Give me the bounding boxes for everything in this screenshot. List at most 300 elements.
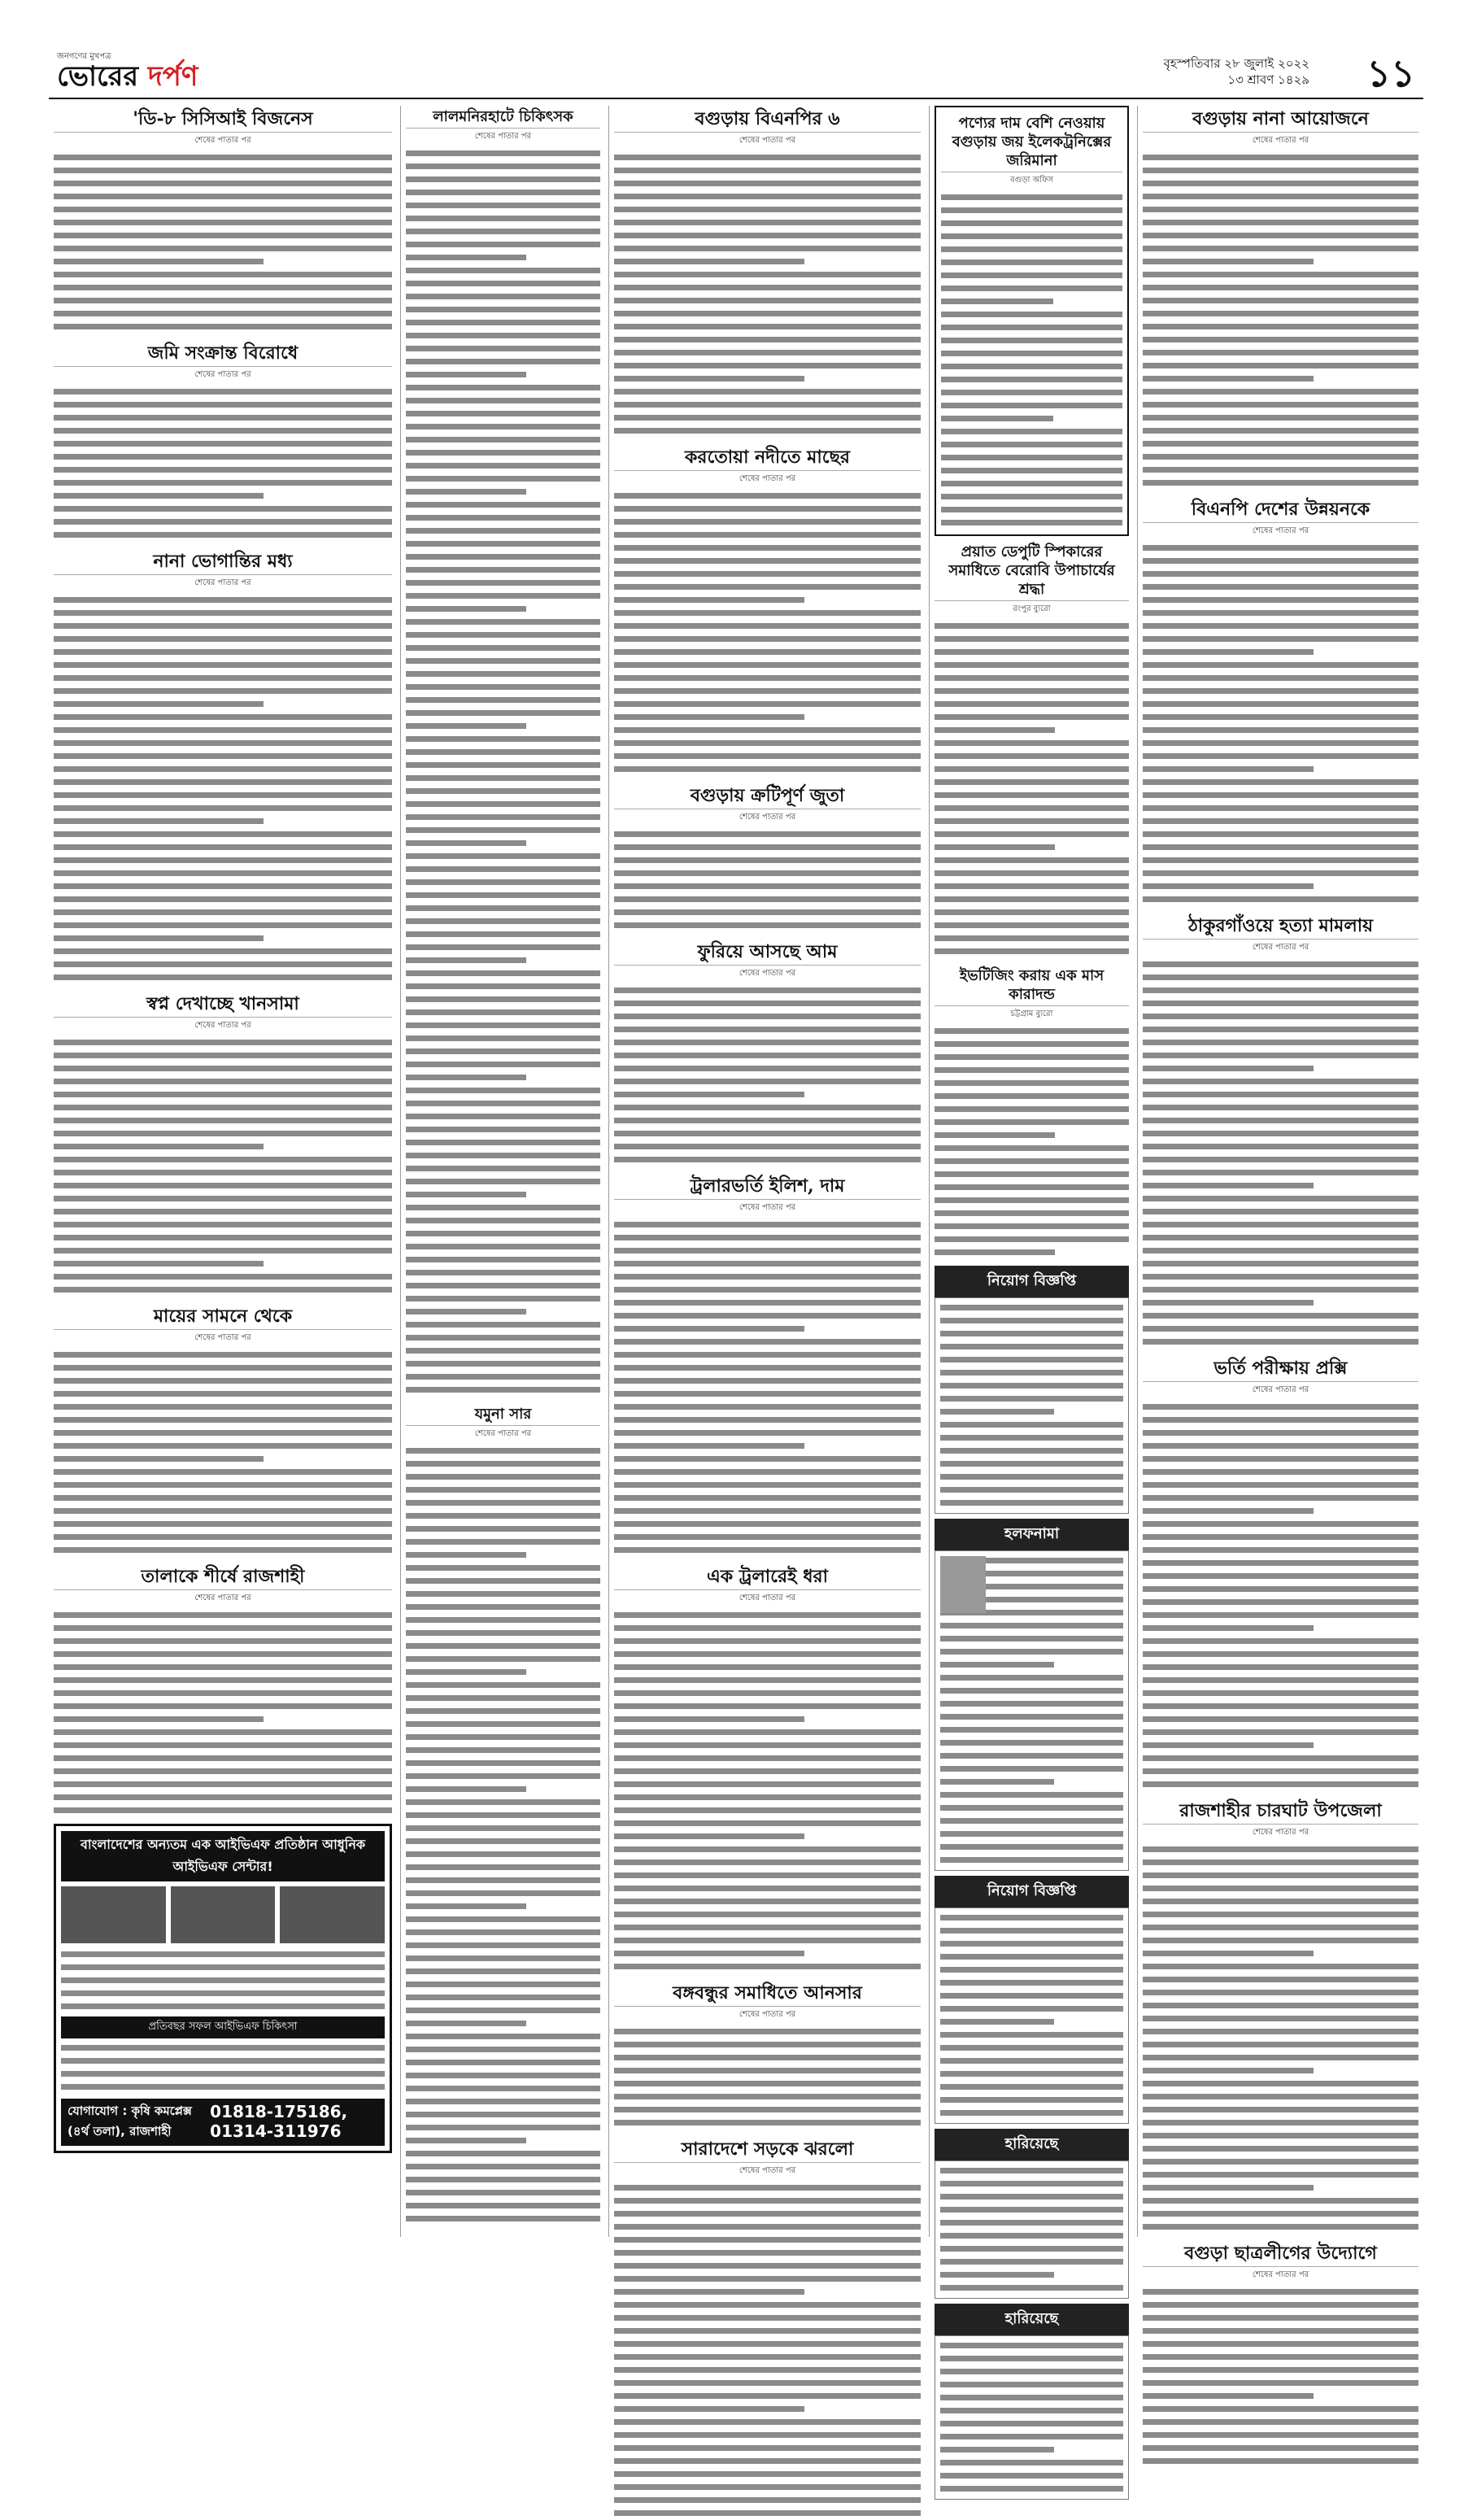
text-line (54, 464, 392, 477)
text-line (54, 880, 392, 893)
text-line (406, 1497, 600, 1510)
text-line (1143, 737, 1418, 750)
article-kicker: শেষের পাতার পর (1252, 943, 1309, 952)
text-line (406, 381, 600, 395)
article-headline: ভর্তি পরীক্ষায় প্রক্সি (1143, 1355, 1418, 1382)
article-kicker: শেষের পাতার পর (474, 1429, 532, 1438)
text-line (614, 893, 921, 906)
text-line (1143, 464, 1418, 477)
text-line (935, 1142, 1129, 1155)
text-line (54, 1531, 392, 1544)
article-kicker: শেষের পাতার পর (1252, 2270, 1309, 2279)
text-line (614, 2429, 921, 2442)
article-headline: বগুড়ায় ক্রটিপূর্ণ জুতা (614, 783, 921, 809)
text-line (406, 1887, 600, 1900)
article-kicker: শেষের পাতার পর (1252, 136, 1309, 145)
article-kicker: শেষের পাতার পর (474, 132, 532, 141)
text-line (614, 685, 921, 698)
text-line (54, 958, 392, 971)
text-line (54, 802, 392, 815)
text-line (935, 893, 1129, 906)
text-line (1143, 1153, 1418, 1166)
text-line (940, 1815, 1123, 1828)
text-line (614, 1453, 921, 1466)
text-line (1143, 1101, 1418, 1114)
text-line (54, 1049, 392, 1062)
text-line (54, 1140, 264, 1153)
text-line (940, 1393, 1123, 1406)
text-line (406, 290, 600, 303)
article-body (614, 2025, 921, 2130)
text-line (406, 1280, 600, 1293)
text-line (406, 1692, 600, 1705)
text-line (1143, 1856, 1418, 1869)
text-line (54, 516, 392, 529)
text-line (54, 1544, 392, 1557)
text-line (614, 1544, 921, 1557)
text-line (935, 776, 1129, 789)
text-line (1143, 711, 1418, 724)
page-columns (49, 106, 1423, 2327)
text-line (614, 2299, 921, 2312)
text-line (1143, 242, 1418, 255)
text-line (614, 1440, 804, 1453)
text-line (1143, 2312, 1418, 2325)
text-line (1143, 1414, 1418, 1427)
text-line (406, 1952, 600, 1965)
masthead (49, 50, 1423, 99)
text-line (935, 1077, 1129, 1090)
text-line (54, 1479, 392, 1492)
text-line (406, 1770, 600, 1783)
text-line (614, 151, 921, 164)
text-line (1143, 1010, 1418, 1023)
text-line (1143, 1219, 1418, 1232)
text-line (1143, 1206, 1418, 1219)
text-line (406, 1991, 600, 2004)
text-line (54, 698, 264, 711)
text-line (1143, 281, 1418, 294)
text-line (54, 1375, 392, 1388)
text-line (1143, 425, 1418, 438)
text-line (614, 2494, 921, 2507)
text-line (940, 1633, 1123, 1646)
text-line (1143, 1739, 1314, 1752)
article-headline: 'ডি-৮ সিসিআই বিজনেস (54, 106, 392, 133)
text-line (1143, 1323, 1418, 1336)
text-line (54, 281, 392, 294)
text-line (406, 1045, 600, 1058)
article-body (54, 594, 392, 984)
text-line (935, 1025, 1129, 1038)
article-headline: জমি সংক্রান্ত বিরোধে (54, 340, 392, 367)
text-line (941, 451, 1122, 464)
text-line (1143, 164, 1418, 177)
text-line (406, 512, 600, 525)
text-line (1143, 412, 1418, 425)
text-line (406, 629, 600, 642)
text-line (54, 1726, 392, 1739)
article-body (935, 620, 1129, 958)
text-line (406, 837, 526, 850)
article-kicker: শেষের পাতার পর (1252, 1828, 1309, 1837)
notice-body (935, 1550, 1129, 1871)
text-line (54, 841, 392, 854)
text-line (940, 1484, 1123, 1497)
text-line (406, 863, 600, 876)
text-line (1143, 2025, 1418, 2038)
text-line (406, 1293, 600, 1306)
ad-header: বাংলাদেশের অন্যতম এক আইভিএফ প্রতিষ্ঠান আধুনিক আইভিএফ সেন্টার! (61, 1831, 385, 1881)
text-line (406, 160, 600, 173)
text-line (614, 2390, 921, 2403)
text-line (1143, 1570, 1418, 1583)
text-line (1143, 255, 1314, 268)
text-line (406, 1939, 600, 1952)
article (614, 783, 921, 932)
text-line (1143, 1297, 1314, 1310)
text-line (406, 2108, 600, 2121)
text-line (1143, 1869, 1418, 1882)
text-line (614, 503, 921, 516)
text-line (935, 1051, 1129, 1064)
text-line (61, 2081, 385, 2094)
text-line (406, 1510, 600, 1523)
text-line (614, 659, 921, 672)
text-line (1143, 1492, 1418, 1505)
text-line (935, 1129, 1055, 1142)
text-line (940, 2378, 1123, 2391)
text-line (61, 2000, 385, 2013)
text-line (935, 1168, 1129, 1181)
ad-highlight: প্রতিবছর সফল আইভিএফ চিকিৎসা (61, 2016, 385, 2038)
text-line (1143, 1088, 1418, 1101)
text-line (614, 1271, 921, 1284)
text-line (406, 329, 600, 342)
text-line (614, 1739, 921, 1752)
text-line (406, 902, 600, 915)
text-line (935, 1194, 1129, 1207)
text-line (614, 203, 921, 216)
text-line (940, 2256, 1123, 2269)
text-line (406, 824, 600, 837)
text-line (940, 1841, 1123, 1854)
text-line (614, 919, 921, 932)
text-line (614, 542, 921, 555)
text-line (941, 399, 1122, 412)
text-line (1143, 1427, 1418, 1440)
text-line (54, 307, 392, 320)
text-line (1143, 1127, 1418, 1140)
text-line (935, 932, 1129, 945)
article (614, 939, 921, 1166)
text-line (1143, 320, 1418, 334)
text-line (1143, 203, 1418, 216)
article-kicker: শেষের পাতার পর (739, 1594, 796, 1602)
text-line (406, 1679, 600, 1692)
date-gregorian: বৃহস্পতিবার ২৮ জুলাই ২০২২ (1163, 56, 1309, 71)
article-kicker: শেষের পাতার পর (194, 1021, 251, 1030)
text-line (1143, 1583, 1418, 1596)
text-line (406, 147, 600, 160)
text-line (1143, 1401, 1418, 1414)
text-line (406, 1796, 600, 1809)
text-line (54, 151, 392, 164)
text-line (614, 1934, 921, 1947)
text-line (54, 1284, 392, 1297)
text-line (941, 425, 1122, 438)
text-line (614, 1036, 921, 1049)
article-kicker: শেষের পাতার পর (1252, 1385, 1309, 1394)
text-line (406, 1601, 600, 1614)
text-line (406, 1874, 600, 1887)
text-line (1143, 1036, 1418, 1049)
text-line (614, 1375, 921, 1388)
text-line (406, 173, 600, 186)
text-line (406, 1175, 600, 1188)
text-line (1143, 190, 1418, 203)
article-headline: যমুনা সার (406, 1403, 600, 1426)
text-line (54, 1453, 264, 1466)
text-line (614, 1648, 921, 1661)
text-line (614, 529, 921, 542)
text-line (614, 1153, 921, 1166)
text-line (406, 876, 600, 889)
ad-images (61, 1886, 385, 1943)
text-line (406, 1614, 600, 1627)
text-line (406, 1549, 526, 1562)
text-line (406, 395, 600, 408)
text-line (406, 681, 600, 694)
text-line (1143, 1635, 1418, 1648)
article-kicker: শেষের পাতার পর (739, 2010, 796, 2019)
text-line (54, 750, 392, 763)
article-kicker: বগুড়া অফিস (1009, 176, 1054, 185)
text-line (54, 971, 392, 984)
text-line (54, 529, 392, 542)
text-line (1143, 568, 1418, 581)
article (54, 106, 392, 334)
article-kicker: শেষের পাতার পর (194, 1333, 251, 1342)
text-line (614, 1895, 921, 1908)
text-line (406, 499, 600, 512)
text-line (940, 1471, 1123, 1484)
text-line (406, 2095, 600, 2108)
text-line (614, 1466, 921, 1479)
text-line (54, 659, 392, 672)
article-kicker: শেষের পাতার পর (1252, 526, 1309, 535)
text-line (614, 1869, 921, 1882)
text-line (940, 2282, 1123, 2295)
text-line (614, 373, 804, 386)
text-line (941, 373, 1122, 386)
text-line (1143, 2442, 1418, 2455)
notice-title: হারিয়েছে (935, 2129, 1129, 2160)
text-line (406, 525, 600, 538)
text-line (406, 733, 600, 746)
ad-contact-label: যোগাযোগ : কৃষি কমপ্লেক্স (৪র্থ তলা), রাজশাহী (68, 2104, 192, 2139)
text-line (614, 334, 921, 347)
text-line (406, 642, 600, 655)
text-line (614, 1505, 921, 1518)
text-line (1143, 2286, 1418, 2299)
text-line (1143, 1479, 1418, 1492)
text-line (406, 694, 600, 707)
article (1143, 913, 1418, 1349)
notice-text (940, 1301, 1123, 1510)
text-line (406, 1136, 600, 1149)
text-line (614, 2325, 921, 2338)
text-line (54, 1232, 392, 1245)
text-line (406, 980, 600, 993)
column-3 (608, 106, 926, 2237)
text-line (940, 1990, 1123, 2003)
text-line (54, 1245, 392, 1258)
text-line (1143, 1245, 1418, 1258)
article (1143, 1355, 1418, 1791)
text-line (614, 1401, 921, 1414)
article (406, 106, 600, 1397)
text-line (614, 568, 921, 581)
text-line (614, 1856, 921, 1869)
text-line (406, 2147, 600, 2160)
text-line (61, 2042, 385, 2055)
text-line (406, 1188, 526, 1201)
text-line (406, 785, 600, 798)
article-body (614, 151, 921, 438)
text-line (614, 360, 921, 373)
article-kicker: শেষের পাতার পর (194, 578, 251, 587)
text-line (1143, 2182, 1314, 2195)
text-line (54, 672, 392, 685)
text-line (54, 1713, 264, 1726)
text-line (406, 447, 600, 460)
newspaper-logo (57, 50, 198, 96)
text-line (406, 1006, 600, 1019)
text-line (614, 1687, 921, 1700)
text-line (54, 1622, 392, 1635)
text-line (935, 880, 1129, 893)
text-line (54, 1271, 392, 1284)
article-body (614, 828, 921, 932)
advertisement-ivf (54, 1824, 392, 2153)
text-line (935, 1207, 1129, 1220)
text-line (940, 2165, 1123, 2178)
text-line (614, 1921, 921, 1934)
text-line (406, 264, 600, 277)
text-line (614, 2182, 921, 2195)
text-line (614, 2221, 921, 2234)
text-line (406, 2056, 600, 2069)
text-line (406, 1306, 526, 1319)
text-line (54, 1127, 392, 1140)
text-line (1143, 1700, 1418, 1713)
text-line (406, 1097, 600, 1110)
text-line (54, 477, 392, 490)
text-line (940, 2178, 1123, 2191)
text-line (406, 368, 526, 381)
text-line (406, 889, 600, 902)
text-line (940, 2029, 1123, 2042)
issue-dates (1164, 55, 1309, 88)
text-line (614, 2364, 921, 2377)
text-line (940, 1419, 1123, 1432)
text-line (1143, 2364, 1418, 2377)
text-line (614, 177, 921, 190)
text-line (614, 2247, 921, 2260)
text-line (941, 386, 1122, 399)
text-line (940, 2404, 1123, 2418)
text-line (614, 2312, 921, 2325)
text-line (54, 945, 392, 958)
date-bangla: ১৩ শ্রাবণ ১৪২৯ (1227, 72, 1309, 87)
text-line (1143, 1921, 1418, 1934)
text-line (1143, 1778, 1418, 1791)
text-line (61, 1961, 385, 1974)
text-line (54, 1401, 392, 1414)
text-line (935, 1038, 1129, 1051)
article-body (1143, 1843, 1418, 2234)
text-line (1143, 2299, 1418, 2312)
article-headline: এক ট্রলারেই ধরা (614, 1563, 921, 1590)
text-line (614, 1310, 921, 1323)
text-line (406, 1900, 526, 1913)
text-line (406, 1809, 600, 1822)
text-line (406, 759, 600, 772)
text-line (54, 203, 392, 216)
text-line (406, 2213, 600, 2226)
text-line (406, 1149, 600, 1162)
text-line (54, 1427, 392, 1440)
text-line (940, 1912, 1123, 1925)
text-line (614, 1062, 921, 1075)
article (54, 1303, 392, 1557)
text-line (1143, 2117, 1418, 2130)
text-line (54, 399, 392, 412)
text-line (1143, 776, 1418, 789)
text-line (1143, 854, 1418, 867)
text-line (1143, 268, 1418, 281)
article (935, 965, 1129, 1259)
text-line (54, 594, 392, 607)
ad-photo (280, 1886, 385, 1943)
text-line (54, 620, 392, 633)
text-line (614, 2091, 921, 2104)
text-line (614, 1518, 921, 1531)
text-line (1143, 880, 1314, 893)
text-line (1143, 2091, 1418, 2104)
text-line (940, 2094, 1123, 2107)
text-line (935, 711, 1129, 724)
text-line (614, 294, 921, 307)
text-line (940, 2230, 1123, 2243)
text-line (54, 438, 392, 451)
text-line (940, 2081, 1123, 2094)
text-line (406, 1110, 600, 1123)
text-line (614, 2117, 921, 2130)
text-line (935, 1090, 1129, 1103)
text-line (54, 776, 392, 789)
article-body (614, 984, 921, 1166)
text-line (935, 1233, 1129, 1246)
text-line (406, 303, 600, 316)
text-line (614, 268, 921, 281)
text-line (940, 2444, 1054, 2457)
text-line (406, 1214, 600, 1227)
text-line (614, 1479, 921, 1492)
text-line (406, 603, 526, 616)
text-line (54, 919, 392, 932)
